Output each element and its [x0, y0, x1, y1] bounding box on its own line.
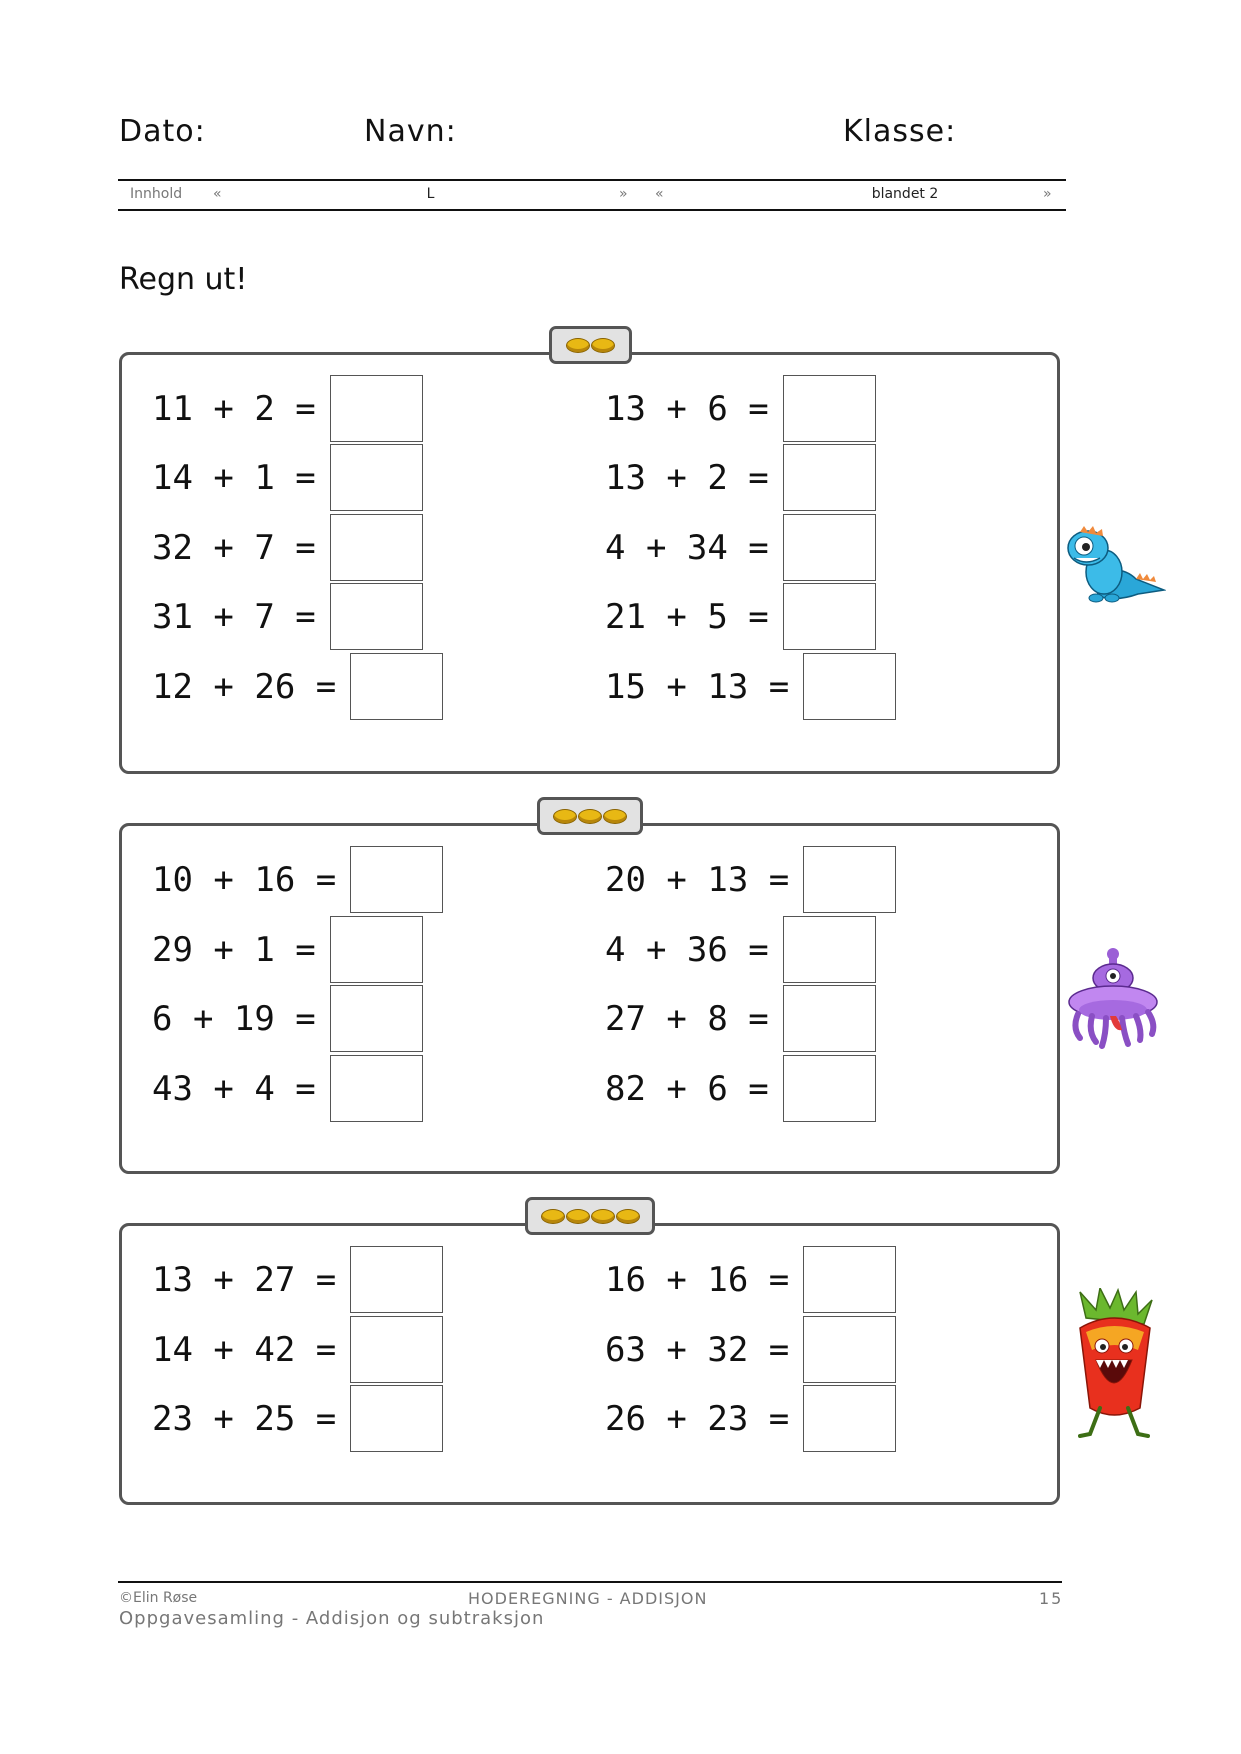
answer-box[interactable]	[783, 583, 876, 650]
level-indicator: L	[426, 186, 435, 202]
problem-row	[152, 583, 423, 650]
blue-monster-illustration	[1066, 524, 1166, 604]
date-label: Dato:	[119, 114, 206, 149]
topic-indicator: blandet 2	[871, 186, 939, 202]
coin-icon	[591, 1209, 615, 1224]
page-number: 15	[1039, 1589, 1064, 1608]
equation-text: 26 + 23 =	[605, 1398, 790, 1439]
equation-text: 10 + 16 =	[152, 859, 337, 900]
equation-text: 13 + 27 =	[152, 1259, 337, 1300]
problem-row	[605, 1316, 896, 1383]
answer-box[interactable]	[330, 444, 423, 511]
equation-text: 13 + 6 =	[605, 388, 769, 429]
problem-row	[605, 653, 896, 720]
equation-text: 13 + 2 =	[605, 457, 769, 498]
answer-box[interactable]	[350, 653, 443, 720]
navigation-bar	[118, 179, 1066, 211]
class-label: Klasse:	[843, 114, 957, 149]
answer-box[interactable]	[330, 375, 423, 442]
problem-row	[152, 1385, 443, 1452]
equation-text: 15 + 13 =	[605, 666, 790, 707]
difficulty-tab-3	[525, 1197, 655, 1235]
answer-box[interactable]	[350, 1246, 443, 1313]
answer-box[interactable]	[803, 1385, 896, 1452]
equation-text: 4 + 36 =	[605, 929, 769, 970]
answer-box[interactable]	[350, 846, 443, 913]
previous-topic-link[interactable]: «	[655, 186, 664, 202]
answer-box[interactable]	[803, 1246, 896, 1313]
equation-text: 43 + 4 =	[152, 1068, 316, 1109]
problem-row	[152, 444, 423, 511]
problem-row	[605, 916, 876, 983]
coin-icon	[541, 1209, 565, 1224]
equation-text: 23 + 25 =	[152, 1398, 337, 1439]
answer-box[interactable]	[783, 444, 876, 511]
answer-box[interactable]	[330, 583, 423, 650]
equation-text: 11 + 2 =	[152, 388, 316, 429]
problem-row	[605, 1246, 896, 1313]
equation-text: 21 + 5 =	[605, 596, 769, 637]
answer-box[interactable]	[330, 514, 423, 581]
answer-box[interactable]	[783, 1055, 876, 1122]
answer-box[interactable]	[803, 846, 896, 913]
copyright-text: ©Elin Røse	[119, 1590, 198, 1606]
footer-title: HODEREGNING - ADDISJON	[468, 1589, 708, 1608]
answer-box[interactable]	[803, 1316, 896, 1383]
answer-box[interactable]	[350, 1316, 443, 1383]
equation-text: 29 + 1 =	[152, 929, 316, 970]
problem-row	[605, 1385, 896, 1452]
coin-icon	[603, 809, 627, 824]
equation-text: 14 + 1 =	[152, 457, 316, 498]
contents-link[interactable]: Innhold	[130, 186, 183, 202]
next-topic-link[interactable]: »	[1043, 186, 1052, 202]
equation-text: 6 + 19 =	[152, 998, 316, 1039]
problem-row	[152, 1246, 443, 1313]
problem-row	[152, 514, 423, 581]
problem-row	[605, 444, 876, 511]
coin-icon	[591, 338, 615, 353]
next-level-link[interactable]: »	[619, 186, 628, 202]
previous-level-link[interactable]: «	[213, 186, 222, 202]
equation-text: 63 + 32 =	[605, 1329, 790, 1370]
problem-row	[605, 514, 876, 581]
coin-icon	[553, 809, 577, 824]
answer-box[interactable]	[350, 1385, 443, 1452]
equation-text: 12 + 26 =	[152, 666, 337, 707]
answer-box[interactable]	[783, 916, 876, 983]
equation-text: 14 + 42 =	[152, 1329, 337, 1370]
problem-row	[152, 1316, 443, 1383]
coin-icon	[566, 1209, 590, 1224]
equation-text: 31 + 7 =	[152, 596, 316, 637]
answer-box[interactable]	[783, 375, 876, 442]
name-label: Navn:	[364, 114, 457, 149]
purple-monster-illustration	[1066, 946, 1160, 1050]
problem-row	[152, 375, 423, 442]
instruction-heading: Regn ut!	[119, 262, 248, 297]
problem-row	[152, 985, 423, 1052]
coin-icon	[616, 1209, 640, 1224]
answer-box[interactable]	[330, 1055, 423, 1122]
answer-box[interactable]	[783, 514, 876, 581]
red-monster-illustration	[1066, 1288, 1162, 1440]
book-title: Oppgavesamling - Addisjon og subtraksjon	[119, 1608, 545, 1629]
problem-row	[152, 1055, 423, 1122]
problem-row	[605, 846, 896, 913]
equation-text: 27 + 8 =	[605, 998, 769, 1039]
problem-row	[605, 1055, 876, 1122]
difficulty-tab-1	[549, 326, 632, 364]
problem-row	[605, 375, 876, 442]
problem-row	[605, 985, 876, 1052]
equation-text: 82 + 6 =	[605, 1068, 769, 1109]
footer-divider	[118, 1581, 1062, 1583]
problem-row	[152, 916, 423, 983]
answer-box[interactable]	[330, 916, 423, 983]
answer-box[interactable]	[330, 985, 423, 1052]
difficulty-tab-2	[537, 797, 643, 835]
coin-icon	[578, 809, 602, 824]
answer-box[interactable]	[803, 653, 896, 720]
equation-text: 4 + 34 =	[605, 527, 769, 568]
problem-row	[605, 583, 876, 650]
coin-icon	[566, 338, 590, 353]
equation-text: 20 + 13 =	[605, 859, 790, 900]
problem-row	[152, 846, 443, 913]
equation-text: 32 + 7 =	[152, 527, 316, 568]
equation-text: 16 + 16 =	[605, 1259, 790, 1300]
answer-box[interactable]	[783, 985, 876, 1052]
problem-row	[152, 653, 443, 720]
